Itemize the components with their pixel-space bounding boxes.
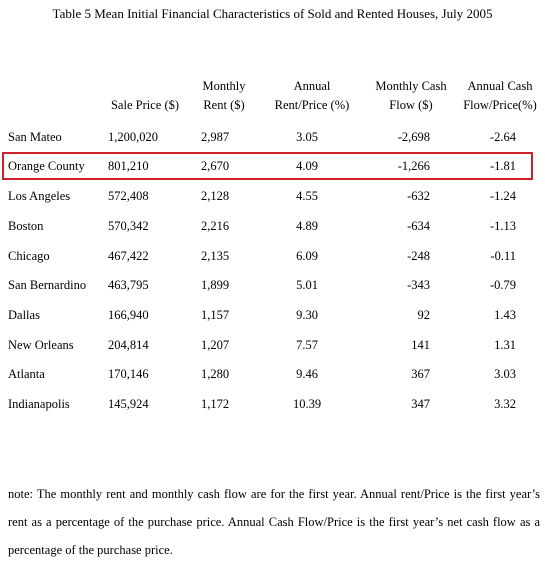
annual-cash-flow-price: 1.31 [494,338,516,352]
table-row [0,127,545,147]
monthly-rent: 1,280 [201,367,230,381]
table-note: note: The monthly rent and monthly cash flow are for the first year. Annual rent/Price is the first year’s rent as a percentage of the purchase price. Annual Cash Flow/Price is the first year’s net cash flow as a percentage of the purchase price. [8,487,540,557]
monthly-cash-flow: -1,266 [397,159,430,173]
monthly-rent: 2,216 [201,219,230,233]
city-name: Atlanta [8,367,45,381]
monthly-cash-flow: 141 [411,338,430,352]
table-row [0,335,545,355]
header-annual-cash-flow-price-line1: Annual Cash [467,79,533,93]
city-name: Chicago [8,249,50,263]
monthly-cash-flow: 367 [411,367,430,381]
annual-cash-flow-price: -0.11 [490,249,516,263]
sale-price: 170,146 [108,367,149,381]
monthly-rent: 2,987 [201,130,230,144]
monthly-rent: 2,135 [201,249,230,263]
table-title: Table 5 Mean Initial Financial Characteristics of Sold and Rented Houses, July 2005 [52,6,493,21]
monthly-rent: 1,157 [201,308,230,322]
table-row [0,275,545,295]
table-row [0,246,545,266]
monthly-rent: 2,670 [201,159,230,173]
table-row [0,186,545,206]
monthly-rent: 1,207 [201,338,230,352]
annual-cash-flow-price: 3.32 [494,397,516,411]
monthly-cash-flow: -343 [407,278,430,292]
sale-price: 572,408 [108,189,149,203]
header-monthly-cash-flow-line2: Flow ($) [389,98,433,112]
city-name: Boston [8,219,44,233]
annual-rent-price: 4.09 [296,159,318,173]
annual-cash-flow-price: -1.81 [489,159,516,173]
sale-price: 145,924 [108,397,149,411]
annual-cash-flow-price: -2.64 [489,130,516,144]
annual-rent-price: 3.05 [296,130,318,144]
sale-price: 570,342 [108,219,149,233]
annual-rent-price: 5.01 [296,278,318,292]
monthly-cash-flow: -248 [407,249,430,263]
city-name: Dallas [8,308,40,322]
header-annual-cash-flow-price-line2: Flow/Price(%) [463,98,537,112]
monthly-cash-flow: -634 [407,219,430,233]
annual-cash-flow-price: -1.13 [489,219,516,233]
annual-cash-flow-price: -0.79 [489,278,516,292]
annual-rent-price: 4.89 [296,219,318,233]
sale-price: 1,200,020 [108,130,158,144]
monthly-cash-flow: -632 [407,189,430,203]
table-row [0,216,545,236]
annual-rent-price: 10.39 [292,397,322,411]
header-sale-price [100,96,190,115]
header-monthly-cash-flow-line1: Monthly Cash [375,79,447,93]
annual-rent-price: 9.46 [296,367,318,381]
sale-price: 801,210 [108,159,149,173]
monthly-cash-flow: 347 [411,397,430,411]
city-name: San Bernardino [8,278,87,292]
annual-rent-price: 6.09 [296,249,318,263]
annual-rent-price: 4.55 [296,189,318,203]
annual-cash-flow-price: 3.03 [494,367,516,381]
city-name: Los Angeles [8,189,71,203]
monthly-rent: 1,172 [201,397,230,411]
annual-rent-price: 7.57 [296,338,318,352]
annual-rent-price: 9.30 [296,308,318,322]
monthly-rent: 2,128 [201,189,230,203]
table-row [0,364,545,384]
city-name: New Orleans [8,338,74,352]
city-name: San Mateo [8,130,62,144]
header-annual-rent-price [264,77,360,115]
header-monthly-rent-line1: Monthly [202,79,246,93]
header-monthly-rent-line2: Rent ($) [203,98,245,112]
monthly-cash-flow: 92 [417,308,430,322]
highlight-box [2,152,533,180]
table-row [0,305,545,325]
monthly-cash-flow: -2,698 [397,130,430,144]
sale-price: 467,422 [108,249,149,263]
annual-cash-flow-price: -1.24 [489,189,516,203]
city-name: Indianapolis [8,397,70,411]
city-name: Orange County [8,159,85,173]
header-sale-price-line2: Sale Price ($) [110,98,180,112]
monthly-rent: 1,899 [201,278,230,292]
table-row [0,394,545,414]
header-annual-rent-price-line2: Rent/Price (%) [274,98,350,112]
header-annual-cash-flow-price [456,77,544,115]
sale-price: 463,795 [108,278,149,292]
header-annual-rent-price-line1: Annual [293,79,331,93]
header-monthly-rent [192,77,256,115]
header-monthly-cash-flow [364,77,458,115]
annual-cash-flow-price: 1.43 [494,308,516,322]
sale-price: 204,814 [108,338,149,352]
sale-price: 166,940 [108,308,149,322]
